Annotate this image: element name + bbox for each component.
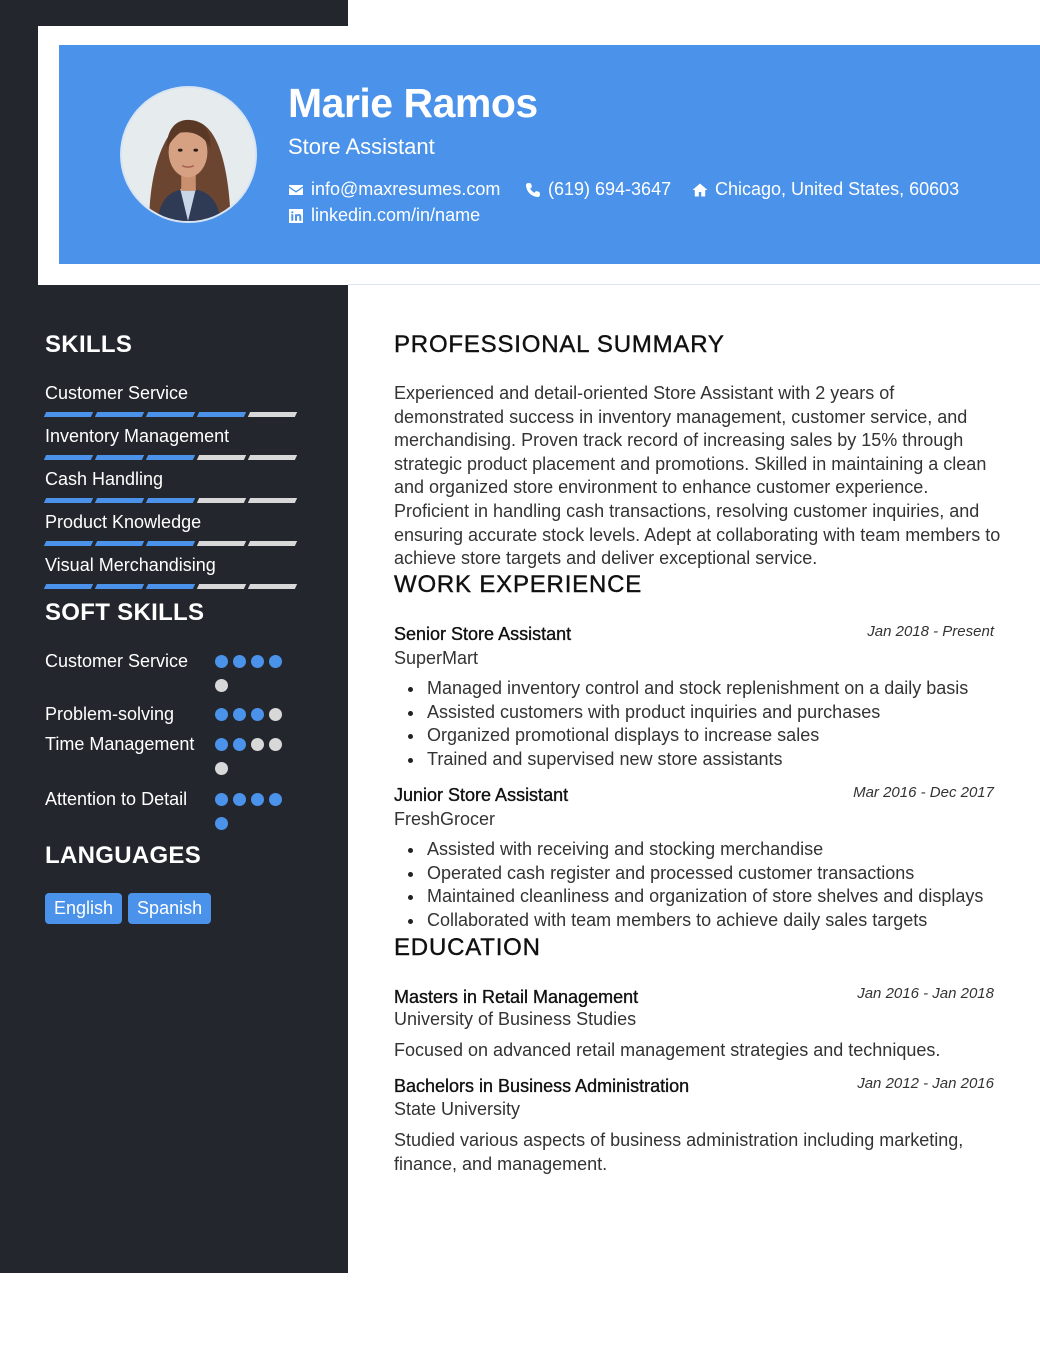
job-title: Junior Store Assistant	[394, 785, 569, 805]
job-title: Senior Store Assistant	[394, 624, 572, 644]
rating-dot	[251, 708, 264, 721]
skills-heading: SKILLS	[45, 331, 133, 358]
rating-dot	[233, 793, 246, 806]
soft-skill-rating	[215, 793, 290, 841]
skill-level-segment	[95, 584, 144, 589]
bullet-item: Assisted customers with product inquiries and purchases	[394, 701, 1014, 725]
bullet-item: Assisted with receiving and stocking merchandise	[394, 838, 1014, 862]
job-bullets	[394, 838, 1014, 932]
linkedin-icon	[288, 208, 304, 224]
skill-name: Customer Service	[45, 383, 189, 403]
candidate-name: Marie Ramos	[288, 80, 538, 126]
rating-dot	[251, 793, 264, 806]
rating-dot	[215, 762, 228, 775]
candidate-title: Store Assistant	[288, 134, 435, 159]
linkedin-text: linkedin.com/in/name	[311, 205, 481, 225]
skill-level-segment	[248, 455, 297, 460]
bullet-item: Maintained cleanliness and organization of store shelves and displays	[394, 885, 1014, 909]
skill-name: Product Knowledge	[45, 512, 202, 532]
skill-level-segment	[146, 412, 195, 417]
job-dates: Mar 2016 - Dec 2017	[853, 784, 994, 801]
skill-level-segment	[248, 541, 297, 546]
skill-level-segment	[146, 584, 195, 589]
rating-dot	[215, 817, 228, 830]
profile-photo	[122, 88, 255, 221]
soft-skill-name: Attention to Detail	[45, 789, 188, 809]
bullet-item: Organized promotional displays to increase sales	[394, 724, 1014, 748]
skill-level-segment	[95, 541, 144, 546]
bullet-item: Managed inventory control and stock replenishment on a daily basis	[394, 677, 1014, 701]
skill-level-segment	[95, 455, 144, 460]
contact-phone[interactable]	[525, 179, 671, 200]
home-icon	[692, 182, 708, 198]
rating-dot	[215, 793, 228, 806]
skill-level-segment	[197, 455, 246, 460]
skill-item	[45, 382, 305, 417]
skill-level-segment	[197, 541, 246, 546]
soft-skill-name: Time Management	[45, 734, 195, 754]
rating-dot	[269, 793, 282, 806]
education-description: Focused on advanced retail management strategies and techniques.	[394, 1040, 941, 1060]
skill-level-bar	[45, 455, 305, 460]
skill-level-segment	[248, 584, 297, 589]
school-name: University of Business Studies	[394, 1009, 637, 1029]
rating-dot	[251, 738, 264, 751]
skill-level-segment	[197, 584, 246, 589]
soft-skill-name: Customer Service	[45, 651, 189, 671]
languages-list	[45, 893, 217, 924]
job-company: FreshGrocer	[394, 809, 496, 829]
rating-dot	[215, 738, 228, 751]
skill-item	[45, 468, 305, 503]
skill-level-segment	[146, 455, 195, 460]
experience-heading: WORK EXPERIENCE	[394, 571, 643, 598]
language-tag: Spanish	[128, 893, 211, 924]
phone-icon	[525, 182, 541, 198]
degree-title: Masters in Retail Management	[394, 987, 639, 1007]
skill-name: Inventory Management	[45, 426, 230, 446]
rating-dot	[269, 738, 282, 751]
skill-level-segment	[146, 498, 195, 503]
skill-level-bar	[45, 498, 305, 503]
job-bullets	[394, 677, 1014, 771]
bullet-item: Collaborated with team members to achieve daily sales targets	[394, 909, 1014, 933]
soft-skills-heading: SOFT SKILLS	[45, 599, 205, 626]
bullet-item: Trained and supervised new store assistants	[394, 748, 1014, 772]
skill-name: Cash Handling	[45, 469, 164, 489]
soft-skill-name: Problem-solving	[45, 704, 175, 724]
rating-dot	[269, 708, 282, 721]
rating-dot	[269, 655, 282, 668]
languages-heading: LANGUAGES	[45, 842, 202, 869]
school-name: State University	[394, 1099, 521, 1119]
phone-text: (619) 694-3647	[548, 179, 672, 199]
skill-level-segment	[146, 541, 195, 546]
soft-skill-rating	[215, 655, 290, 703]
skill-level-bar	[45, 541, 305, 546]
email-text: info@maxresumes.com	[311, 179, 501, 199]
education-heading: EDUCATION	[394, 934, 541, 961]
skill-item	[45, 554, 305, 589]
language-tag: English	[45, 893, 122, 924]
skill-item	[45, 425, 305, 460]
education-dates: Jan 2012 - Jan 2016	[857, 1075, 994, 1092]
envelope-icon	[288, 182, 304, 198]
skill-level-segment	[44, 455, 93, 460]
soft-skill-rating	[215, 708, 290, 732]
skill-level-segment	[95, 498, 144, 503]
skill-level-segment	[44, 584, 93, 589]
contact-email[interactable]	[288, 179, 500, 200]
contact-location	[692, 179, 959, 200]
rating-dot	[251, 655, 264, 668]
rating-dot	[215, 679, 228, 692]
skill-level-bar	[45, 412, 305, 417]
skill-name: Visual Merchandising	[45, 555, 216, 575]
skill-level-segment	[95, 412, 144, 417]
skill-level-segment	[197, 412, 246, 417]
header-divider	[348, 284, 1040, 285]
education-dates: Jan 2016 - Jan 2018	[857, 985, 994, 1002]
contact-linkedin[interactable]	[288, 205, 480, 226]
job-company: SuperMart	[394, 648, 479, 668]
rating-dot	[215, 655, 228, 668]
location-text: Chicago, United States, 60603	[715, 179, 960, 199]
skill-level-segment	[44, 412, 93, 417]
summary-text: Experienced and detail-oriented Store Assistant with 2 years of demonstrated success in inventory management, customer service, and merchandising. Proven track record of increasing sales by 15% through strategic product placement and promotions. Skilled in maintaining a clean and organized store environment to enhance customer experience. Proficient in handling cash transactions, resolving customer inquiries, and ensuring accurate stock levels. Adept at collaborating with team members to achieve store targets and deliver exceptional service.	[394, 383, 1001, 569]
summary-heading: PROFESSIONAL SUMMARY	[394, 331, 725, 358]
soft-skill-rating	[215, 738, 290, 786]
avatar	[120, 86, 257, 223]
rating-dot	[233, 655, 246, 668]
education-description: Studied various aspects of business administration including marketing, finance, and management.	[394, 1130, 964, 1174]
rating-dot	[233, 738, 246, 751]
skill-item	[45, 511, 305, 546]
rating-dot	[215, 708, 228, 721]
skill-level-segment	[248, 412, 297, 417]
skill-level-bar	[45, 584, 305, 589]
skill-level-segment	[197, 498, 246, 503]
degree-title: Bachelors in Business Administration	[394, 1076, 690, 1096]
job-dates: Jan 2018 - Present	[867, 623, 994, 640]
skill-level-segment	[44, 498, 93, 503]
skill-level-segment	[44, 541, 93, 546]
rating-dot	[233, 708, 246, 721]
skill-level-segment	[248, 498, 297, 503]
bullet-item: Operated cash register and processed customer transactions	[394, 862, 1014, 886]
